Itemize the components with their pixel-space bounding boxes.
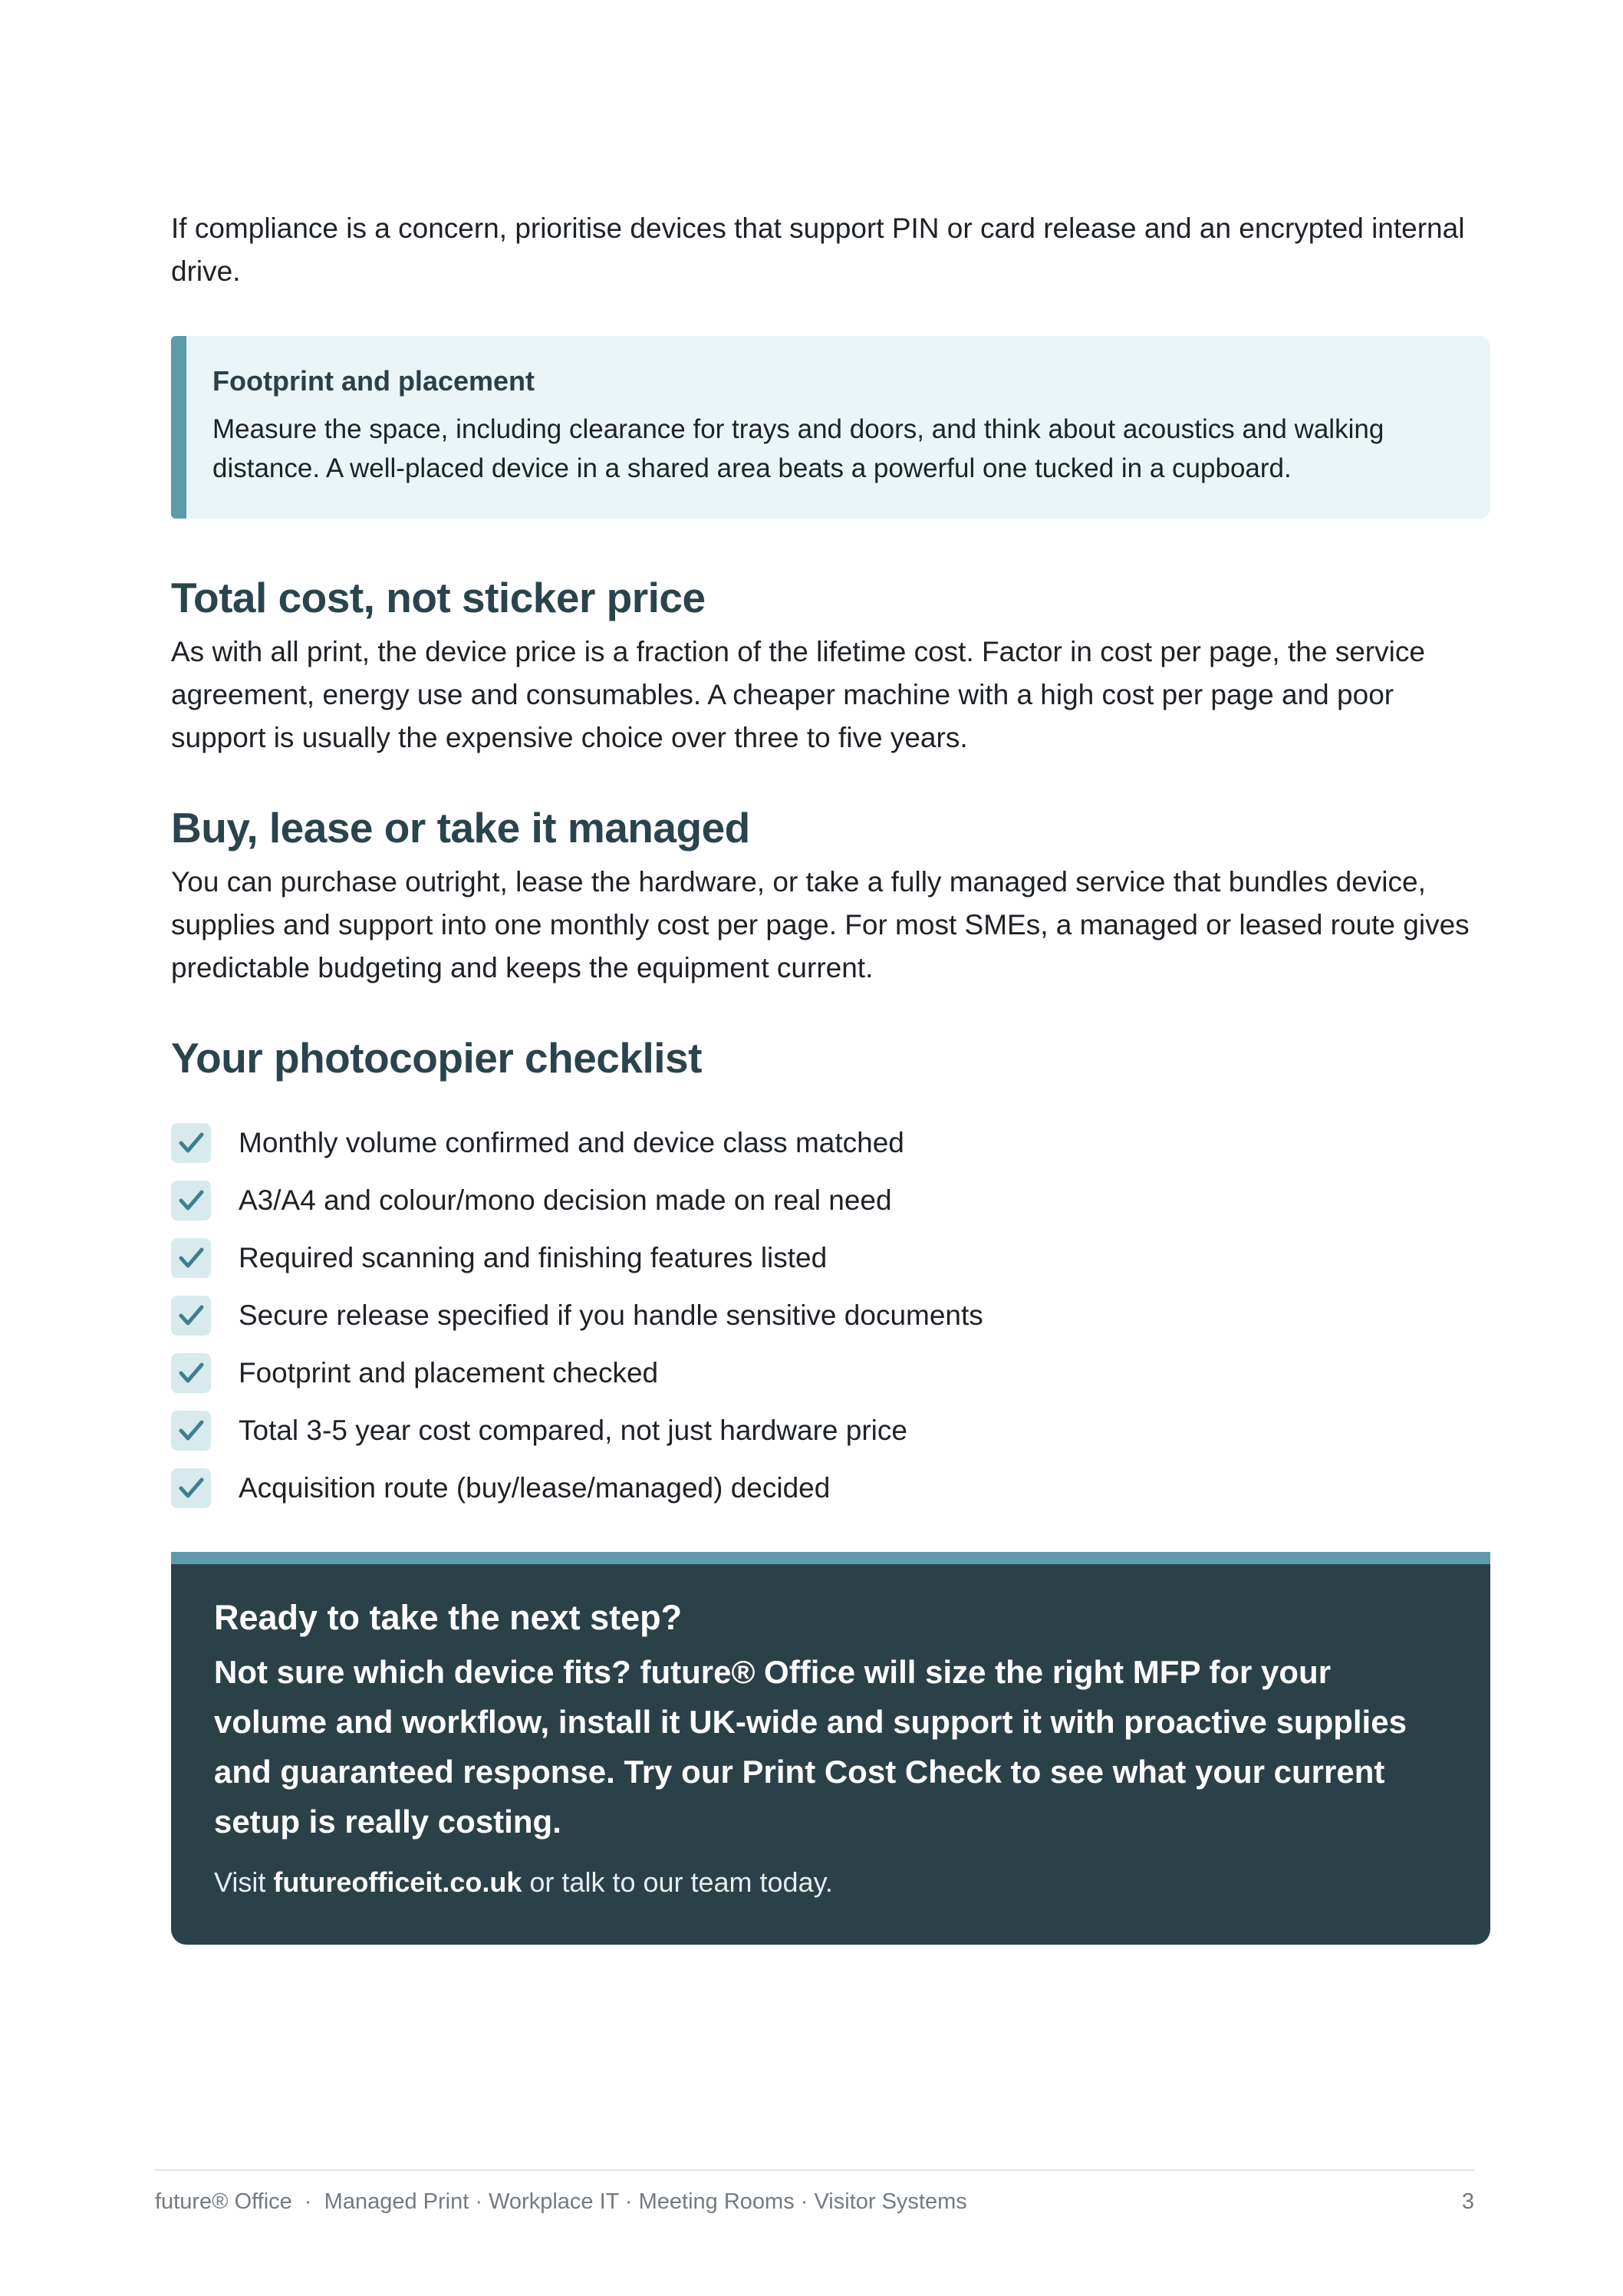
- checklist-item: [171, 1402, 1490, 1459]
- page-number: 3: [1461, 2189, 1474, 2214]
- page-footer: [155, 2169, 1474, 2215]
- checklist-item-label: Secure release specified if you handle sensitive documents: [239, 1299, 983, 1331]
- section-body-total-cost: As with all print, the device price is a fraction of the lifetime cost. Factor in cost per page, the service agreement, energy use and consumables. A cheaper machine with a high cost per page and poor support is usually the expensive choice over three to five years.: [171, 636, 1425, 753]
- checklist-item: [171, 1344, 1490, 1402]
- checklist-item: [171, 1114, 1490, 1171]
- cta-visit-suffix: or talk to our team today.: [522, 1866, 833, 1898]
- section-heading-acquisition: Buy, lease or take it managed: [171, 804, 750, 852]
- section-heading-total-cost: Total cost, not sticker price: [171, 574, 706, 621]
- checklist-item-label: A3/A4 and colour/mono decision made on real need: [239, 1184, 892, 1216]
- callout-title: Footprint and placement: [212, 365, 535, 397]
- check-icon: [171, 1353, 211, 1393]
- check-icon: [171, 1411, 211, 1451]
- check-icon: [171, 1123, 211, 1163]
- check-icon: [171, 1296, 211, 1336]
- section-heading-checklist: Your photocopier checklist: [171, 1034, 702, 1082]
- cta-panel: [171, 1552, 1490, 1945]
- checklist-item-label: Total 3-5 year cost compared, not just hardware price: [239, 1414, 907, 1446]
- checklist-item: [171, 1171, 1490, 1229]
- checklist-item: [171, 1286, 1490, 1344]
- checklist: [171, 1114, 1490, 1517]
- cta-visit-prefix: Visit: [214, 1866, 274, 1898]
- checklist-item-label: Acquisition route (buy/lease/managed) decided: [239, 1471, 831, 1504]
- section-body-acquisition: You can purchase outright, lease the hardware, or take a fully managed service that bundles device, supplies and support into one monthly cost per page. For most SMEs, a managed or leased route gives predictable budgeting and keeps the equipment current.: [171, 866, 1470, 983]
- checklist-item: [171, 1459, 1490, 1517]
- cta-title: Ready to take the next step?: [214, 1598, 683, 1637]
- callout-box: [171, 336, 1490, 519]
- page-content: [171, 207, 1490, 1945]
- check-icon: [171, 1181, 211, 1220]
- callout-body: Measure the space, including clearance for trays and doors, and think about acoustics and walking distance. A well-placed device in a shared area beats a powerful one tucked in a cupboard.: [212, 414, 1384, 483]
- checklist-item-label: Required scanning and finishing features listed: [239, 1241, 828, 1273]
- checklist-item: [171, 1229, 1490, 1286]
- website-link[interactable]: futureofficeit.co.uk: [273, 1866, 522, 1898]
- intro-paragraph: If compliance is a concern, prioritise devices that support PIN or card release and an encrypted internal drive.: [171, 212, 1465, 287]
- cta-body: Not sure which device fits? future® Office will size the right MFP for your volume and workflow, install it UK-wide and support it with proactive supplies and guaranteed response. Try our Print Cost Check to see what your current setup is really costing.: [214, 1654, 1407, 1840]
- cta-visit-line: [214, 1863, 1447, 1902]
- check-icon: [171, 1238, 211, 1278]
- checklist-item-label: Monthly volume confirmed and device class matched: [239, 1126, 904, 1158]
- checklist-item-label: Footprint and placement checked: [239, 1356, 659, 1388]
- footer-text: future® Office · Managed Print · Workplace IT · Meeting Rooms · Visitor Systems: [155, 2189, 967, 2214]
- check-icon: [171, 1468, 211, 1508]
